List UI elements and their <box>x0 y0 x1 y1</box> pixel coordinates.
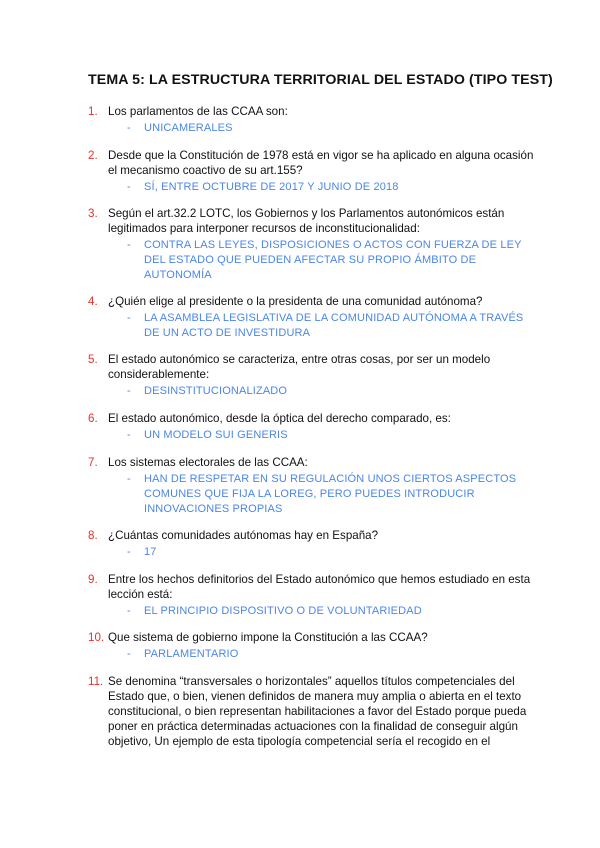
answer-item <box>108 472 538 517</box>
answer-item <box>108 121 538 136</box>
answer-item <box>108 604 538 619</box>
answer-bullet: - <box>127 385 131 397</box>
answer-bullet: - <box>127 429 131 441</box>
answer-text: LA ASAMBLEA LEGISLATIVA DE LA COMUNIDAD AUTÓNOMA A TRAVÉS DE UN ACTO DE INVESTIDURA <box>144 312 524 339</box>
answer-text: UN MODELO SUI GENERIS <box>144 429 288 441</box>
question-text: ¿Cuántas comunidades autónomas hay en España? <box>108 529 379 542</box>
answer-text: CONTRA LAS LEYES, DISPOSICIONES O ACTOS CON FUERZA DE LEY DEL ESTADO QUE PUEDEN AFECTAR SU PROPIO ÁMBITO DE AUTONOMÍA <box>144 239 522 281</box>
answer-item <box>108 545 538 560</box>
answer-bullet: - <box>127 122 131 134</box>
question-number: 4. <box>88 295 98 308</box>
question-item <box>88 411 538 443</box>
question-item <box>88 104 538 136</box>
question-item <box>88 294 538 341</box>
answer-bullet: - <box>127 473 131 485</box>
answer-text: UNICAMERALES <box>144 122 233 134</box>
answer-item <box>108 311 538 341</box>
answer-text: 17 <box>144 546 157 558</box>
answer-text: PARLAMENTARIO <box>144 648 239 660</box>
answer-bullet: - <box>127 181 131 193</box>
question-number: 1. <box>88 105 98 118</box>
question-text: Se denomina “transversales o horizontales” aquellos títulos competenciales del Estado que, o bien, vienen definidos de manera muy amplia o abierta en el texto constitucional, o bien representan habilitaciones a favor del Estado porque pueda poner en práctica determinadas actuaciones con la finalidad de conseguir algún objetivo, Un ejemplo de esta tipología competencial sería el recogido en el <box>108 675 527 748</box>
question-number: 2. <box>88 149 98 162</box>
question-item <box>88 674 538 749</box>
question-number: 10. <box>88 631 105 644</box>
question-text: Según el art.32.2 LOTC, los Gobiernos y los Parlamentos autonómicos están legitimados para interponer recursos de inconstitucionalidad: <box>108 207 505 235</box>
question-number: 11. <box>88 675 104 688</box>
answer-text: DESINSTITUCIONALIZADO <box>144 385 288 397</box>
answer-text: EL PRINCIPIO DISPOSITIVO O DE VOLUNTARIEDAD <box>144 605 422 617</box>
question-number: 8. <box>88 529 98 542</box>
answer-bullet: - <box>127 648 131 660</box>
question-text: Los parlamentos de las CCAA son: <box>108 105 288 118</box>
question-text: Que sistema de gobierno impone la Constitución a las CCAA? <box>108 631 428 644</box>
question-number: 3. <box>88 207 98 220</box>
question-text: El estado autonómico se caracteriza, entre otras cosas, por ser un modelo considerablemente: <box>108 353 491 381</box>
question-item <box>88 148 538 195</box>
answer-bullet: - <box>127 312 131 324</box>
question-number: 6. <box>88 412 98 425</box>
question-text: Los sistemas electorales de las CCAA: <box>108 456 308 469</box>
question-text: El estado autonómico, desde la óptica del derecho comparado, es: <box>108 412 451 425</box>
answer-bullet: - <box>127 546 131 558</box>
question-item <box>88 572 538 619</box>
answer-item <box>108 180 538 195</box>
question-text: Desde que la Constitución de 1978 está en vigor se ha aplicado en alguna ocasión el mecanismo coactivo de su art.155? <box>108 149 534 177</box>
question-item <box>88 630 538 662</box>
answer-item <box>108 238 538 283</box>
question-item <box>88 455 538 517</box>
answer-text: HAN DE RESPETAR EN SU REGULACIÓN UNOS CIERTOS ASPECTOS COMUNES QUE FIJA LA LOREG, PERO PUEDES INTRODUCIR INNOVACIONES PROPIAS <box>144 473 517 515</box>
question-item <box>88 528 538 560</box>
question-number: 9. <box>88 573 98 586</box>
question-number: 5. <box>88 353 98 366</box>
answer-bullet: - <box>127 239 131 251</box>
answer-bullet: - <box>127 605 131 617</box>
answer-item <box>108 647 538 662</box>
question-item <box>88 206 538 283</box>
answer-item <box>108 384 538 399</box>
page-title: TEMA 5: LA ESTRUCTURA TERRITORIAL DEL ESTADO (TIPO TEST) <box>88 72 553 88</box>
question-number: 7. <box>88 456 98 469</box>
answer-text: SÍ, ENTRE OCTUBRE DE 2017 Y JUNIO DE 2018 <box>144 181 399 193</box>
question-text: Entre los hechos definitorios del Estado autonómico que hemos estudiado en esta lección está: <box>108 573 531 601</box>
question-item <box>88 352 538 399</box>
question-text: ¿Quién elige al presidente o la presidenta de una comunidad autónoma? <box>108 295 483 308</box>
answer-item <box>108 428 538 443</box>
